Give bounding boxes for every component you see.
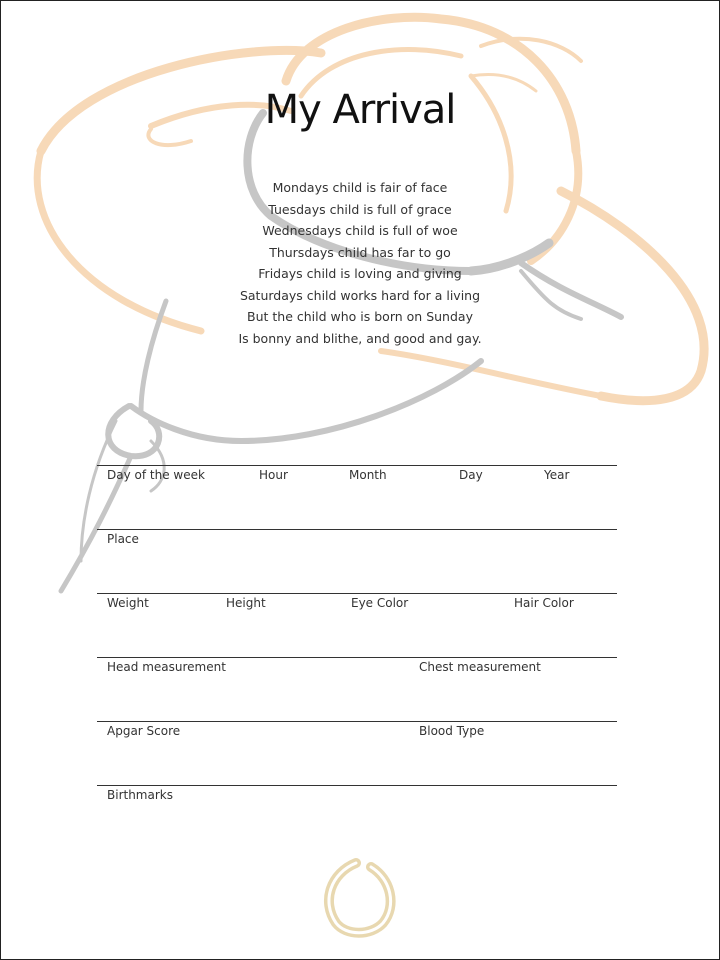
form-rule [97, 721, 617, 722]
poem-line: Tuesdays child is full of grace [268, 201, 452, 217]
weight-label[interactable]: Weight [107, 596, 149, 610]
place-label[interactable]: Place [107, 532, 139, 546]
chest-measurement-label[interactable]: Chest measurement [419, 660, 541, 674]
poem-line: Mondays child is fair of face [272, 180, 448, 195]
birthmarks-label[interactable]: Birthmarks [107, 788, 173, 802]
form-rule [97, 529, 617, 530]
month-label[interactable]: Month [349, 468, 387, 482]
day-label[interactable]: Day [459, 468, 483, 482]
poem-line: Saturdays child works hard for a living [239, 287, 481, 303]
blood-type-label[interactable]: Blood Type [419, 724, 485, 738]
eye-color-label[interactable]: Eye Color [351, 596, 409, 610]
form-rule [97, 785, 617, 786]
height-label[interactable]: Height [226, 596, 266, 610]
hair-color-label[interactable]: Hair Color [514, 596, 574, 610]
poem [1, 177, 719, 349]
horseshoe-icon [329, 863, 391, 933]
form-rule [97, 465, 617, 466]
poem-line: Is bonny and blithe, and good and gay. [238, 330, 482, 346]
page-title: My Arrival [264, 87, 456, 133]
year-label[interactable]: Year [544, 468, 570, 482]
poem-line: Fridays child is loving and giving [258, 266, 462, 281]
poem-line: Wednesdays child is full of woe [262, 223, 458, 238]
day-of-week-label[interactable]: Day of the week [107, 468, 205, 482]
form-rule [97, 593, 617, 594]
hour-label[interactable]: Hour [259, 468, 288, 482]
head-measurement-label[interactable]: Head measurement [107, 660, 226, 674]
form-rule [97, 657, 617, 658]
apgar-score-label[interactable]: Apgar Score [107, 724, 181, 738]
poem-line: Thursdays child has far to go [269, 244, 451, 260]
poem-line: But the child who is born on Sunday [247, 309, 473, 324]
